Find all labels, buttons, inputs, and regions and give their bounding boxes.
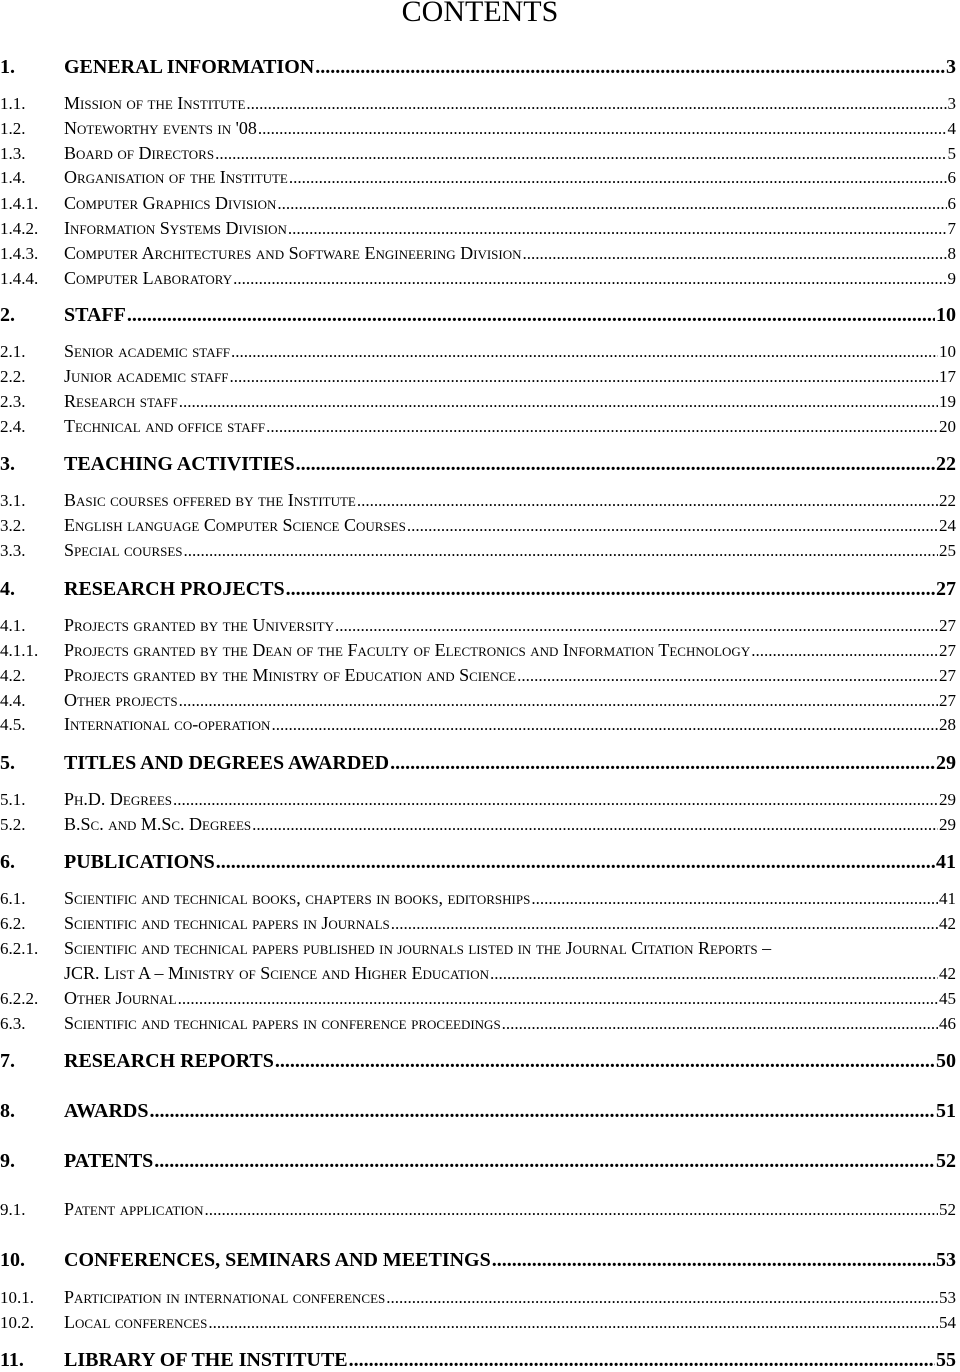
- toc-dot-leader: [335, 616, 938, 636]
- toc-entry-title: Basic courses offered by the Institute: [64, 490, 356, 510]
- toc-entry-number: 3.2.: [0, 516, 26, 535]
- toc-page-number: 27: [939, 666, 956, 685]
- toc-dot-leader: [149, 1099, 935, 1123]
- toc-entry[interactable]: [0, 577, 956, 601]
- toc-entry-number: 6.2.1.: [0, 939, 39, 958]
- toc-page-number: 4: [947, 119, 956, 138]
- toc-page-number: 19: [939, 392, 956, 411]
- toc-entry-title: Scientific and technical books, chapters in books, editorships: [64, 888, 531, 908]
- toc-entry-title: Computer Architectures and Software Engineering Division: [64, 243, 522, 263]
- toc-page-number: 51: [936, 1100, 956, 1122]
- toc-dot-leader: [315, 55, 945, 79]
- toc-page-number: 22: [939, 491, 956, 510]
- toc-page-number: 6: [947, 168, 956, 187]
- toc-entry-title: Local conferences: [64, 1312, 208, 1332]
- toc-entry-number: 5.: [0, 752, 15, 774]
- toc-dot-leader: [275, 1049, 935, 1073]
- toc-entry[interactable]: [0, 814, 956, 835]
- toc-entry-title: GENERAL INFORMATION: [64, 56, 315, 78]
- toc-entry-number: 6.3.: [0, 1014, 26, 1033]
- toc-entry-title: TEACHING ACTIVITIES: [64, 453, 295, 475]
- toc-entry[interactable]: [0, 167, 956, 188]
- toc-entry-title: Other Journal: [64, 988, 177, 1008]
- toc-page-number: 27: [939, 616, 956, 635]
- toc-entry-title: Organisation of the Institute: [64, 167, 288, 187]
- toc-entry-number: 10.1.: [0, 1288, 34, 1307]
- toc-page-number: 3: [947, 94, 956, 113]
- toc-entry[interactable]: [0, 55, 956, 79]
- toc-entry-number: 2.2.: [0, 367, 26, 386]
- toc-entry-title: RESEARCH PROJECTS: [64, 578, 285, 600]
- toc-page-number: 29: [939, 815, 956, 834]
- toc-entry-title: PUBLICATIONS: [64, 851, 215, 873]
- toc-entry-title: PATENTS: [64, 1150, 154, 1172]
- toc-entry[interactable]: [0, 193, 956, 214]
- toc-entry[interactable]: [0, 1199, 956, 1220]
- toc-dot-leader: [231, 342, 938, 362]
- toc-page-number: 41: [939, 889, 956, 908]
- toc-entry-title: Scientific and technical papers published in journals listed in the Journal Citation Reports –: [64, 938, 772, 958]
- toc-entry-number: 5.1.: [0, 790, 26, 809]
- toc-dot-leader: [178, 989, 938, 1009]
- toc-page-number: 25: [939, 541, 956, 560]
- toc-page-number: 54: [939, 1313, 956, 1332]
- toc-dot-leader: [184, 541, 938, 561]
- toc-page-number: 6: [947, 194, 956, 213]
- toc-dot-leader: [391, 914, 938, 934]
- toc-entry[interactable]: [0, 452, 956, 476]
- toc-dot-leader: [173, 790, 938, 810]
- toc-page-number: 53: [936, 1249, 956, 1271]
- toc-entry-number: 3.3.: [0, 541, 26, 560]
- toc-entry-title: Participation in international conferences: [64, 1287, 386, 1307]
- toc-entry-number: 4.2.: [0, 666, 26, 685]
- toc-dot-leader: [490, 964, 938, 984]
- toc-page-number: 10: [939, 342, 956, 361]
- toc-dot-leader: [357, 491, 938, 511]
- toc-entry[interactable]: [0, 938, 956, 959]
- toc-dot-leader: [208, 1313, 938, 1333]
- toc-entry-number: 3.1.: [0, 491, 26, 510]
- toc-entry-number: 2.: [0, 304, 15, 326]
- toc-entry-title: Junior academic staff: [64, 366, 229, 386]
- toc-entry-title: Noteworthy events in '08: [64, 118, 257, 138]
- toc-dot-leader: [266, 417, 938, 437]
- toc-entry-number: 1.4.1.: [0, 194, 39, 213]
- toc-entry-number: 9.1.: [0, 1200, 26, 1219]
- toc-entry-number: 1.4.4.: [0, 269, 39, 288]
- toc-entry[interactable]: [0, 490, 956, 511]
- toc-page-number: 9: [947, 269, 956, 288]
- toc-entry-number: 6.2.2.: [0, 989, 39, 1008]
- toc-entry-number: 1.: [0, 56, 15, 78]
- toc-dot-leader: [751, 641, 938, 661]
- toc-dot-leader: [179, 392, 938, 412]
- toc-entry[interactable]: [0, 143, 956, 164]
- toc-entry-title: Projects granted by the University: [64, 615, 334, 635]
- toc-entry-title: Computer Graphics Division: [64, 193, 277, 213]
- toc-entry[interactable]: [0, 1348, 956, 1372]
- toc-entry[interactable]: [0, 268, 956, 289]
- toc-page-number: 42: [939, 914, 956, 933]
- toc-entry[interactable]: [0, 714, 956, 735]
- toc-page-number: 45: [939, 989, 956, 1008]
- toc-page-number: 20: [939, 417, 956, 436]
- toc-entry[interactable]: [0, 366, 956, 387]
- toc-entry-title: Mission of the Institute: [64, 93, 246, 113]
- toc-entry-number: 4.4.: [0, 691, 26, 710]
- toc-entry-title: International co-operation: [64, 714, 271, 734]
- toc-entry-number: 7.: [0, 1050, 15, 1072]
- toc-entry[interactable]: [0, 1248, 956, 1272]
- toc-dot-leader: [407, 516, 938, 536]
- toc-entry-title: STAFF: [64, 304, 126, 326]
- toc-dot-leader: [271, 715, 938, 735]
- toc-page-number: 27: [939, 641, 956, 660]
- toc-entry-number: 4.5.: [0, 715, 26, 734]
- toc-entry-title: Patent application: [64, 1199, 204, 1219]
- toc-page-number: 55: [936, 1349, 956, 1371]
- toc-entry-title: TITLES AND DEGREES AWARDED: [64, 752, 390, 774]
- toc-entry-number: 6.2.: [0, 914, 26, 933]
- toc-entry-number: 4.1.: [0, 616, 26, 635]
- toc-entry-number: 3.: [0, 453, 15, 475]
- toc-page-number: 17: [939, 367, 956, 386]
- toc-entry-number: 1.4.3.: [0, 244, 39, 263]
- toc-dot-leader: [229, 367, 938, 387]
- toc-entry-number: 5.2.: [0, 815, 26, 834]
- toc-entry[interactable]: [0, 789, 956, 810]
- toc-page-number: 3: [946, 56, 956, 78]
- toc-entry[interactable]: [0, 1312, 956, 1333]
- toc-entry[interactable]: [0, 515, 956, 536]
- toc-entry[interactable]: [0, 1049, 956, 1073]
- toc-entry[interactable]: [0, 1287, 956, 1308]
- toc-page-number: 52: [936, 1150, 956, 1172]
- toc-page-number: 42: [939, 964, 956, 983]
- toc-dot-leader: [349, 1348, 935, 1372]
- toc-entry-title: Projects granted by the Dean of the Faculty of Electronics and Information Technology: [64, 640, 751, 660]
- toc-page-number: 5: [947, 144, 956, 163]
- toc-dot-leader: [517, 666, 938, 686]
- toc-entry[interactable]: [0, 243, 956, 264]
- toc-dot-leader: [127, 303, 935, 327]
- toc-dot-leader: [246, 94, 946, 114]
- toc-entry-number: 6.1.: [0, 889, 26, 908]
- toc-dot-leader: [216, 850, 935, 874]
- toc-entry[interactable]: [0, 1013, 956, 1034]
- toc-entry-number: 11.: [0, 1349, 24, 1371]
- toc-dot-leader: [296, 452, 935, 476]
- toc-entry-number: 1.3.: [0, 144, 26, 163]
- toc-entry-title: Special courses: [64, 540, 183, 560]
- toc-dot-leader: [252, 815, 938, 835]
- toc-dot-leader: [390, 751, 935, 775]
- toc-entry-number: 2.4.: [0, 417, 26, 436]
- toc-entry-number: 1.4.: [0, 168, 26, 187]
- toc-entry[interactable]: [0, 303, 956, 327]
- toc-entry-number: 2.1.: [0, 342, 26, 361]
- toc-dot-leader: [154, 1149, 935, 1173]
- toc-page-number: 29: [936, 752, 956, 774]
- toc-entry-number: 1.1.: [0, 94, 26, 113]
- toc-page-number: 46: [939, 1014, 956, 1033]
- toc-entry[interactable]: [0, 416, 956, 437]
- toc-entry[interactable]: [0, 540, 956, 561]
- toc-page-number: 27: [939, 691, 956, 710]
- toc-entry-number: 6.: [0, 851, 15, 873]
- toc-entry-title: Technical and office staff: [64, 416, 266, 436]
- toc-page-number: 28: [939, 715, 956, 734]
- toc-page-number: 8: [947, 244, 956, 263]
- toc-entry-number: 10.: [0, 1249, 25, 1271]
- toc-dot-leader: [233, 269, 946, 289]
- toc-entry-number: 4.1.1.: [0, 641, 39, 660]
- toc-dot-leader: [523, 244, 947, 264]
- toc-entry[interactable]: [0, 218, 956, 239]
- toc-entry-title: Board of Directors: [64, 143, 215, 163]
- toc-entry-number: 2.3.: [0, 392, 26, 411]
- toc-entry-title: LIBRARY OF THE INSTITUTE: [64, 1349, 348, 1371]
- page-title: CONTENTS: [401, 0, 559, 28]
- toc-dot-leader: [215, 144, 946, 164]
- toc-entry-title: Projects granted by the Ministry of Education and Science: [64, 665, 517, 685]
- toc-entry-number: 8.: [0, 1100, 15, 1122]
- toc-dot-leader: [531, 889, 938, 909]
- toc-entry-title: Scientific and technical papers in Journals: [64, 913, 390, 933]
- toc-dot-leader: [204, 1200, 938, 1220]
- toc-entry-title: Research staff: [64, 391, 178, 411]
- toc-page-number: 53: [939, 1288, 956, 1307]
- toc-dot-leader: [289, 168, 947, 188]
- toc-page-number: 22: [936, 453, 956, 475]
- toc-entry[interactable]: [0, 640, 956, 661]
- toc-entry-title: Computer Laboratory: [64, 268, 233, 288]
- toc-dot-leader: [502, 1014, 938, 1034]
- toc-entry[interactable]: [0, 751, 956, 775]
- toc-entry-continuation[interactable]: [64, 963, 956, 984]
- toc-entry-number: 9.: [0, 1150, 15, 1172]
- toc-page-number: 52: [939, 1200, 956, 1219]
- toc-entry[interactable]: [0, 1149, 956, 1173]
- toc-entry[interactable]: [0, 690, 956, 711]
- toc-dot-leader: [492, 1248, 935, 1272]
- toc-dot-leader: [258, 119, 947, 139]
- toc-page-number: 41: [936, 851, 956, 873]
- toc-entry-title: CONFERENCES, SEMINARS AND MEETINGS: [64, 1249, 491, 1271]
- toc-entry-title: Other projects: [64, 690, 178, 710]
- toc-entry[interactable]: [0, 850, 956, 874]
- toc-dot-leader: [386, 1288, 938, 1308]
- toc-page-number: 27: [936, 578, 956, 600]
- toc-entry-title: Senior academic staff: [64, 341, 231, 361]
- toc-entry-number: 1.2.: [0, 119, 26, 138]
- toc-entry[interactable]: [0, 665, 956, 686]
- toc-entry-title: Ph.D. Degrees: [64, 789, 173, 809]
- toc-page-number: 7: [947, 219, 956, 238]
- toc-entry-title-continuation: JCR. List A – Ministry of Science and Higher Education: [64, 963, 489, 983]
- toc-entry-number: 1.4.2.: [0, 219, 39, 238]
- toc-entry[interactable]: [0, 615, 956, 636]
- toc-entry[interactable]: [0, 118, 956, 139]
- toc-dot-leader: [288, 219, 947, 239]
- toc-entry[interactable]: [0, 988, 956, 1009]
- toc-entry[interactable]: [0, 93, 956, 114]
- toc-entry[interactable]: [0, 913, 956, 934]
- toc-entry[interactable]: [0, 341, 956, 362]
- toc-entry-title: RESEARCH REPORTS: [64, 1050, 274, 1072]
- toc-entry[interactable]: [0, 391, 956, 412]
- toc-page-number: 10: [936, 304, 956, 326]
- toc-entry[interactable]: [0, 888, 956, 909]
- toc-entry-title: AWARDS: [64, 1100, 149, 1122]
- toc-page-number: 29: [939, 790, 956, 809]
- toc-dot-leader: [179, 691, 938, 711]
- toc-entry-title: B.Sc. and M.Sc. Degrees: [64, 814, 252, 834]
- toc-entry-title: Information Systems Division: [64, 218, 287, 238]
- toc-dot-leader: [286, 577, 935, 601]
- toc-page-number: 24: [939, 516, 956, 535]
- toc-entry[interactable]: [0, 1099, 956, 1123]
- toc-entry-title: English language Computer Science Courses: [64, 515, 406, 535]
- toc-entry-number: 4.: [0, 578, 15, 600]
- toc-entry-number: 10.2.: [0, 1313, 34, 1332]
- toc-page-number: 50: [936, 1050, 956, 1072]
- toc-entry-title: Scientific and technical papers in conference proceedings: [64, 1013, 501, 1033]
- toc-dot-leader: [277, 194, 946, 214]
